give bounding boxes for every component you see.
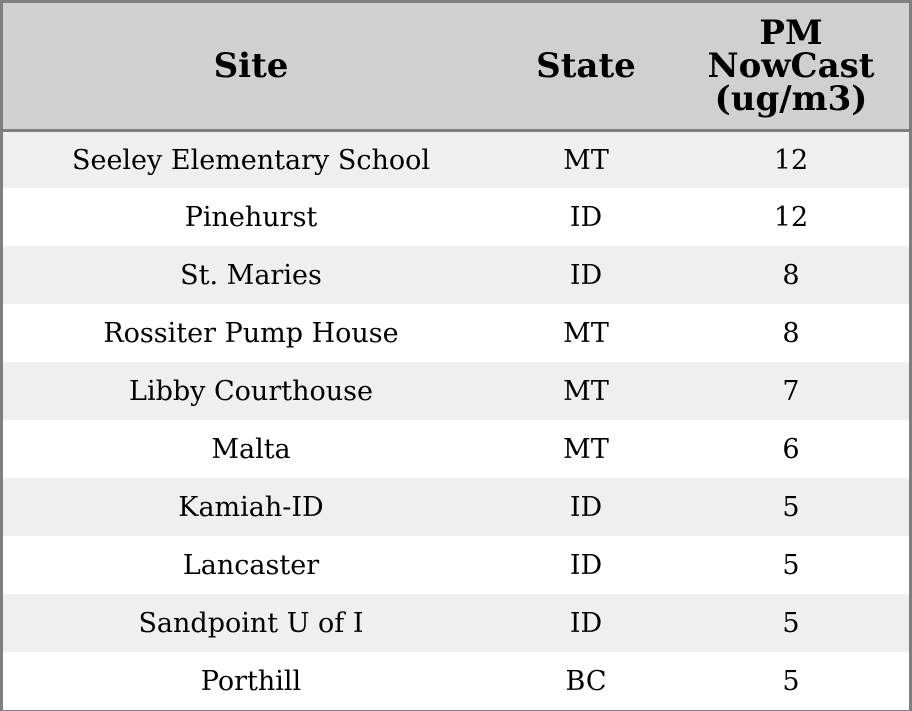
cell-pm-nowcast: 5 xyxy=(673,594,909,652)
cell-pm-nowcast: 8 xyxy=(673,246,909,304)
table-row xyxy=(3,478,909,536)
header-row xyxy=(3,3,909,131)
cell-pm-nowcast: 12 xyxy=(673,131,909,189)
table-row xyxy=(3,420,909,478)
column-header-pm-nowcast xyxy=(673,3,909,131)
pm-nowcast-table xyxy=(3,3,909,710)
cell-state: MT xyxy=(499,304,673,362)
cell-state: ID xyxy=(499,478,673,536)
table-row xyxy=(3,246,909,304)
cell-pm-nowcast: 5 xyxy=(673,478,909,536)
column-header-site: Site xyxy=(3,3,499,131)
table-row xyxy=(3,304,909,362)
cell-site: Kamiah-ID xyxy=(3,478,499,536)
column-header-state: State xyxy=(499,3,673,131)
cell-site: Malta xyxy=(3,420,499,478)
cell-state: ID xyxy=(499,188,673,246)
cell-pm-nowcast: 8 xyxy=(673,304,909,362)
table-row xyxy=(3,536,909,594)
cell-state: MT xyxy=(499,362,673,420)
cell-pm-nowcast: 12 xyxy=(673,188,909,246)
table-body xyxy=(3,131,909,711)
table-row xyxy=(3,362,909,420)
cell-state: MT xyxy=(499,131,673,189)
cell-state: ID xyxy=(499,246,673,304)
cell-site: Porthill xyxy=(3,652,499,710)
cell-pm-nowcast: 6 xyxy=(673,420,909,478)
cell-state: BC xyxy=(499,652,673,710)
cell-site: Libby Courthouse xyxy=(3,362,499,420)
table-row xyxy=(3,652,909,710)
cell-site: St. Maries xyxy=(3,246,499,304)
cell-pm-nowcast: 5 xyxy=(673,652,909,710)
cell-site: Lancaster xyxy=(3,536,499,594)
column-header-pm-nowcast-label: PM NowCast (ug/m3) xyxy=(707,12,875,119)
cell-site: Sandpoint U of I xyxy=(3,594,499,652)
table-row xyxy=(3,131,909,189)
cell-site: Pinehurst xyxy=(3,188,499,246)
cell-site: Seeley Elementary School xyxy=(3,131,499,189)
table-row xyxy=(3,594,909,652)
table-row xyxy=(3,188,909,246)
cell-pm-nowcast: 5 xyxy=(673,536,909,594)
cell-state: ID xyxy=(499,536,673,594)
cell-state: MT xyxy=(499,420,673,478)
cell-site: Rossiter Pump House xyxy=(3,304,499,362)
cell-state: ID xyxy=(499,594,673,652)
cell-pm-nowcast: 7 xyxy=(673,362,909,420)
